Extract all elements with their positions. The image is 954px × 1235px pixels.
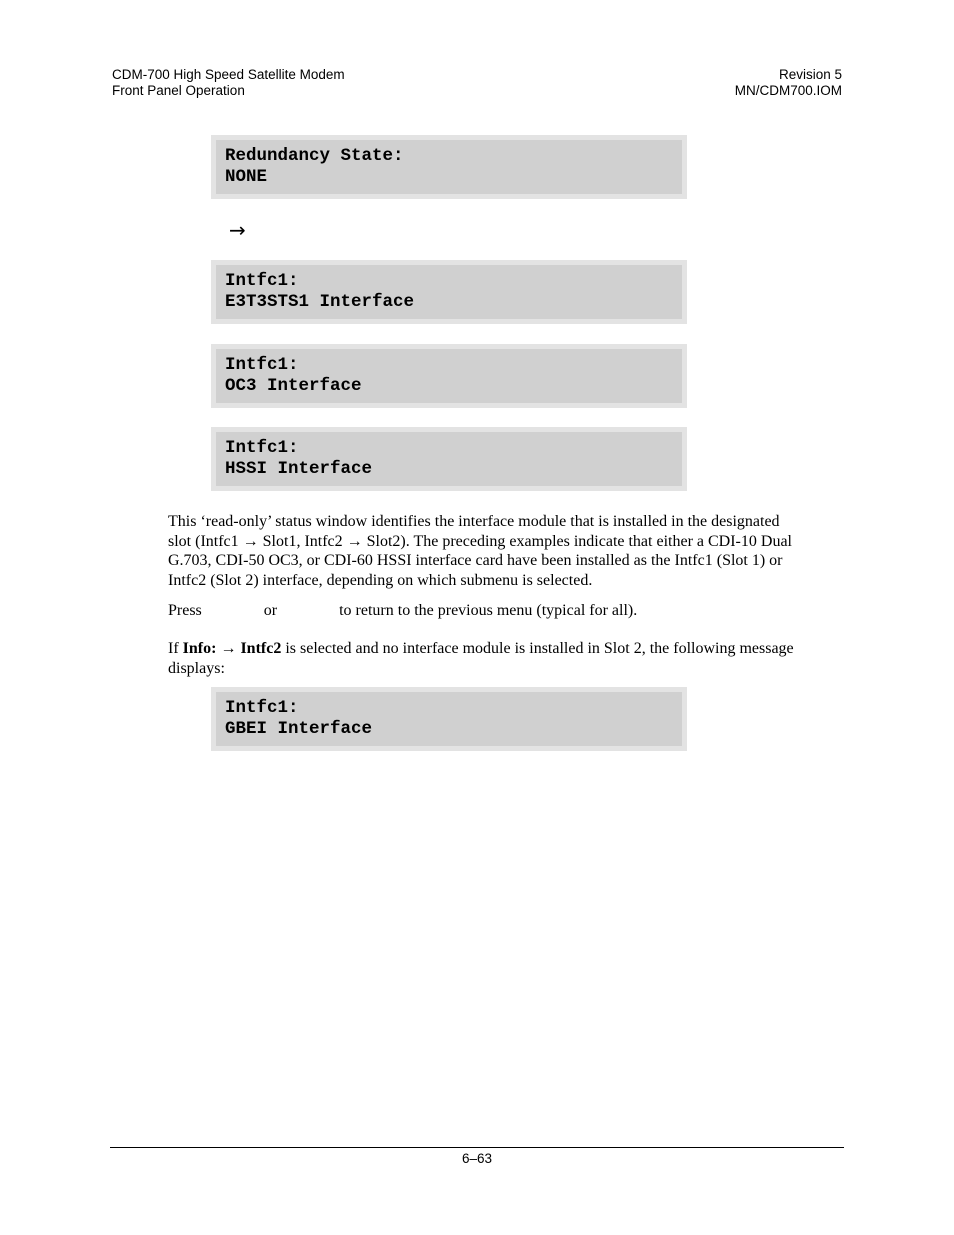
lcd-line-1: Intfc1:	[225, 355, 299, 375]
slot2-note	[168, 639, 844, 678]
doc-number: MN/CDM700.IOM	[734, 83, 842, 98]
or-word: or	[263, 602, 278, 619]
doc-section: Front Panel Operation	[112, 83, 245, 98]
para-line: G.703, CDI-50 OC3, or CDI-60 HSSI interface card have been installed as the Intfc1 (Slot 1) or	[168, 552, 783, 570]
lcd-line-2: GBEI Interface	[225, 719, 373, 739]
doc-revision: Revision 5	[778, 67, 842, 82]
page-number: 6–63	[461, 1151, 493, 1166]
right-arrow-icon: →	[229, 218, 246, 242]
press-instruction	[168, 601, 844, 621]
footer-divider	[110, 1147, 844, 1148]
para-line: This ‘read-only’ status window identifies the interface module that is installed in the designated	[168, 513, 780, 530]
description-paragraph	[168, 512, 844, 590]
lcd-line-1: Intfc1:	[225, 438, 299, 458]
para-line: slot (Intfc1 → Slot1, Intfc2 → Slot2). The preceding examples indicate that either a CDI-10 Dual	[168, 532, 792, 550]
para-line: Intfc2 (Slot 2) interface, depending on which submenu is selected.	[168, 571, 593, 589]
press-word: Press	[168, 602, 202, 619]
lcd-screen-hssi	[211, 427, 687, 491]
lcd-line-1: Intfc1:	[225, 698, 299, 718]
lcd-line-2: NONE	[225, 167, 268, 187]
lcd-line-1: Intfc1:	[225, 271, 299, 291]
lcd-line-1: Redundancy State:	[225, 146, 404, 166]
doc-title: CDM-700 High Speed Satellite Modem	[112, 67, 345, 82]
press-rest: to return to the previous menu (typical for all).	[339, 602, 638, 619]
lcd-screen-redundancy	[211, 135, 687, 199]
lcd-line-2: OC3 Interface	[225, 376, 362, 396]
lcd-screen-oc3	[211, 344, 687, 408]
para-line: displays:	[168, 659, 225, 677]
lcd-screen-gbei	[211, 687, 687, 751]
if-word: If	[168, 640, 179, 657]
lcd-line-2: E3T3STS1 Interface	[225, 292, 415, 312]
para-line	[168, 639, 844, 659]
lcd-screen-e3t3sts1	[211, 260, 687, 324]
lcd-line-2: HSSI Interface	[225, 459, 373, 479]
header-left	[112, 67, 345, 99]
info-intfc2-path: Info: → Intfc2	[182, 640, 282, 657]
note-rest: is selected and no interface module is installed in Slot 2, the following message	[281, 640, 794, 657]
header-right	[735, 67, 842, 99]
